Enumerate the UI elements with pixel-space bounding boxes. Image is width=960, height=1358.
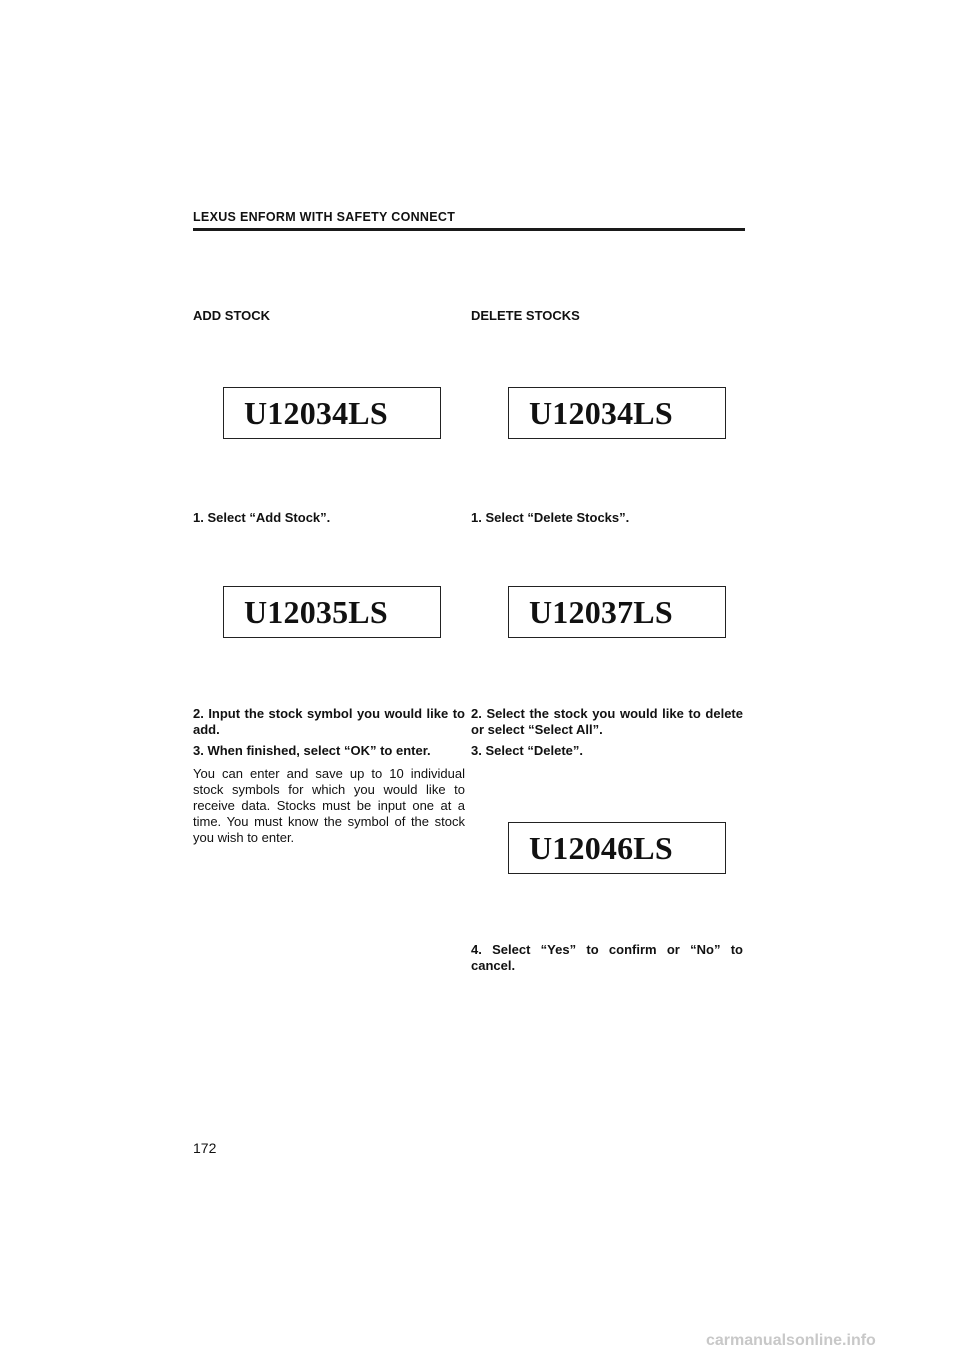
delete-stocks-step-4: 4. Select “Yes” to confirm or “No” to cancel. bbox=[471, 942, 743, 973]
delete-stocks-step-3: 3. Select “Delete”. bbox=[471, 743, 583, 758]
delete-stocks-step-1: 1. Select “Delete Stocks”. bbox=[471, 510, 630, 525]
add-stock-step-2: 2. Input the stock symbol you would like to add. bbox=[193, 706, 465, 737]
figure-label: U12037LS bbox=[529, 594, 673, 630]
figure-delete-stocks-3 bbox=[508, 822, 726, 874]
add-stock-note: You can enter and save up to 10 individual stock symbols for which you would like to receive data. Stocks must be input one at a time. You must know the symbol of the stock you wish to enter. bbox=[193, 766, 465, 845]
figure-label: U12034LS bbox=[244, 395, 388, 431]
header-title: LEXUS ENFORM WITH SAFETY CONNECT bbox=[193, 210, 456, 224]
figure-label: U12046LS bbox=[529, 830, 673, 866]
figure-delete-stocks-1 bbox=[508, 387, 726, 439]
figure-delete-stocks-2 bbox=[508, 586, 726, 638]
figure-label: U12035LS bbox=[244, 594, 388, 630]
header-rule bbox=[193, 228, 745, 231]
add-stock-step-1: 1. Select “Add Stock”. bbox=[193, 510, 331, 525]
figure-label: U12034LS bbox=[529, 395, 673, 431]
add-stock-step-3: 3. When finished, select “OK” to enter. bbox=[193, 743, 431, 758]
figure-add-stock-2 bbox=[223, 586, 441, 638]
add-stock-section-title: ADD STOCK bbox=[193, 308, 271, 323]
delete-stocks-step-2: 2. Select the stock you would like to delete or select “Select All”. bbox=[471, 706, 743, 737]
page-number: 172 bbox=[193, 1140, 217, 1156]
figure-add-stock-1 bbox=[223, 387, 441, 439]
watermark: carmanualsonline.info bbox=[706, 1332, 876, 1349]
delete-stocks-section-title: DELETE STOCKS bbox=[471, 308, 580, 323]
